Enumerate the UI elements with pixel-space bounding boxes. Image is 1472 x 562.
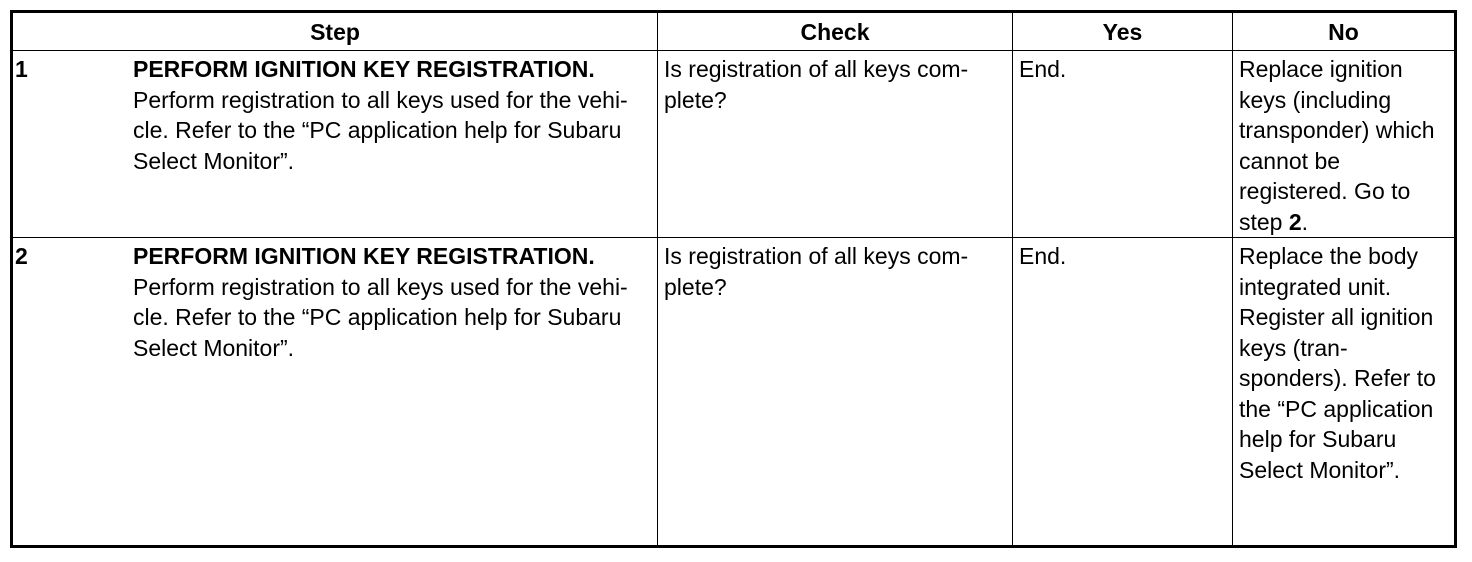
no-cell: Replace the body integrated unit. Register all ignition keys (tran-sponders). Refer to the “PC application help for Subaru Select Monitor”. xyxy=(1233,238,1456,547)
step-reference: 2 xyxy=(1288,208,1302,235)
header-check: Check xyxy=(658,12,1013,51)
no-cell xyxy=(1233,51,1456,238)
step-number: 2 xyxy=(15,243,28,269)
table-header-row xyxy=(12,12,1456,51)
step-cell xyxy=(12,238,658,547)
diagnostic-procedure-table xyxy=(10,10,1457,548)
check-cell: Is registration of all keys com-plete? xyxy=(658,238,1013,547)
step-cell xyxy=(12,51,658,238)
header-step: Step xyxy=(12,12,658,51)
table-row xyxy=(12,51,1456,238)
no-suffix: . xyxy=(1301,208,1309,235)
step-title: PERFORM IGNITION KEY REGISTRATION. xyxy=(133,243,595,269)
check-cell: Is registration of all keys com-plete? xyxy=(658,51,1013,238)
step-description: Perform registration to all keys used for the vehi-cle. Refer to the “PC application help for Subaru Select Monitor”. xyxy=(133,273,628,361)
step-number: 1 xyxy=(15,56,28,82)
step-title: PERFORM IGNITION KEY REGISTRATION. xyxy=(133,56,595,82)
step-description: Perform registration to all keys used for the vehi-cle. Refer to the “PC application help for Subaru Select Monitor”. xyxy=(133,86,628,174)
table-row xyxy=(12,238,1456,547)
header-no: No xyxy=(1233,12,1456,51)
header-yes: Yes xyxy=(1013,12,1233,51)
yes-cell: End. xyxy=(1013,51,1233,238)
no-text: Replace ignition keys (including transponder) which cannot be registered. Go to step xyxy=(1239,56,1435,235)
yes-cell: End. xyxy=(1013,238,1233,547)
